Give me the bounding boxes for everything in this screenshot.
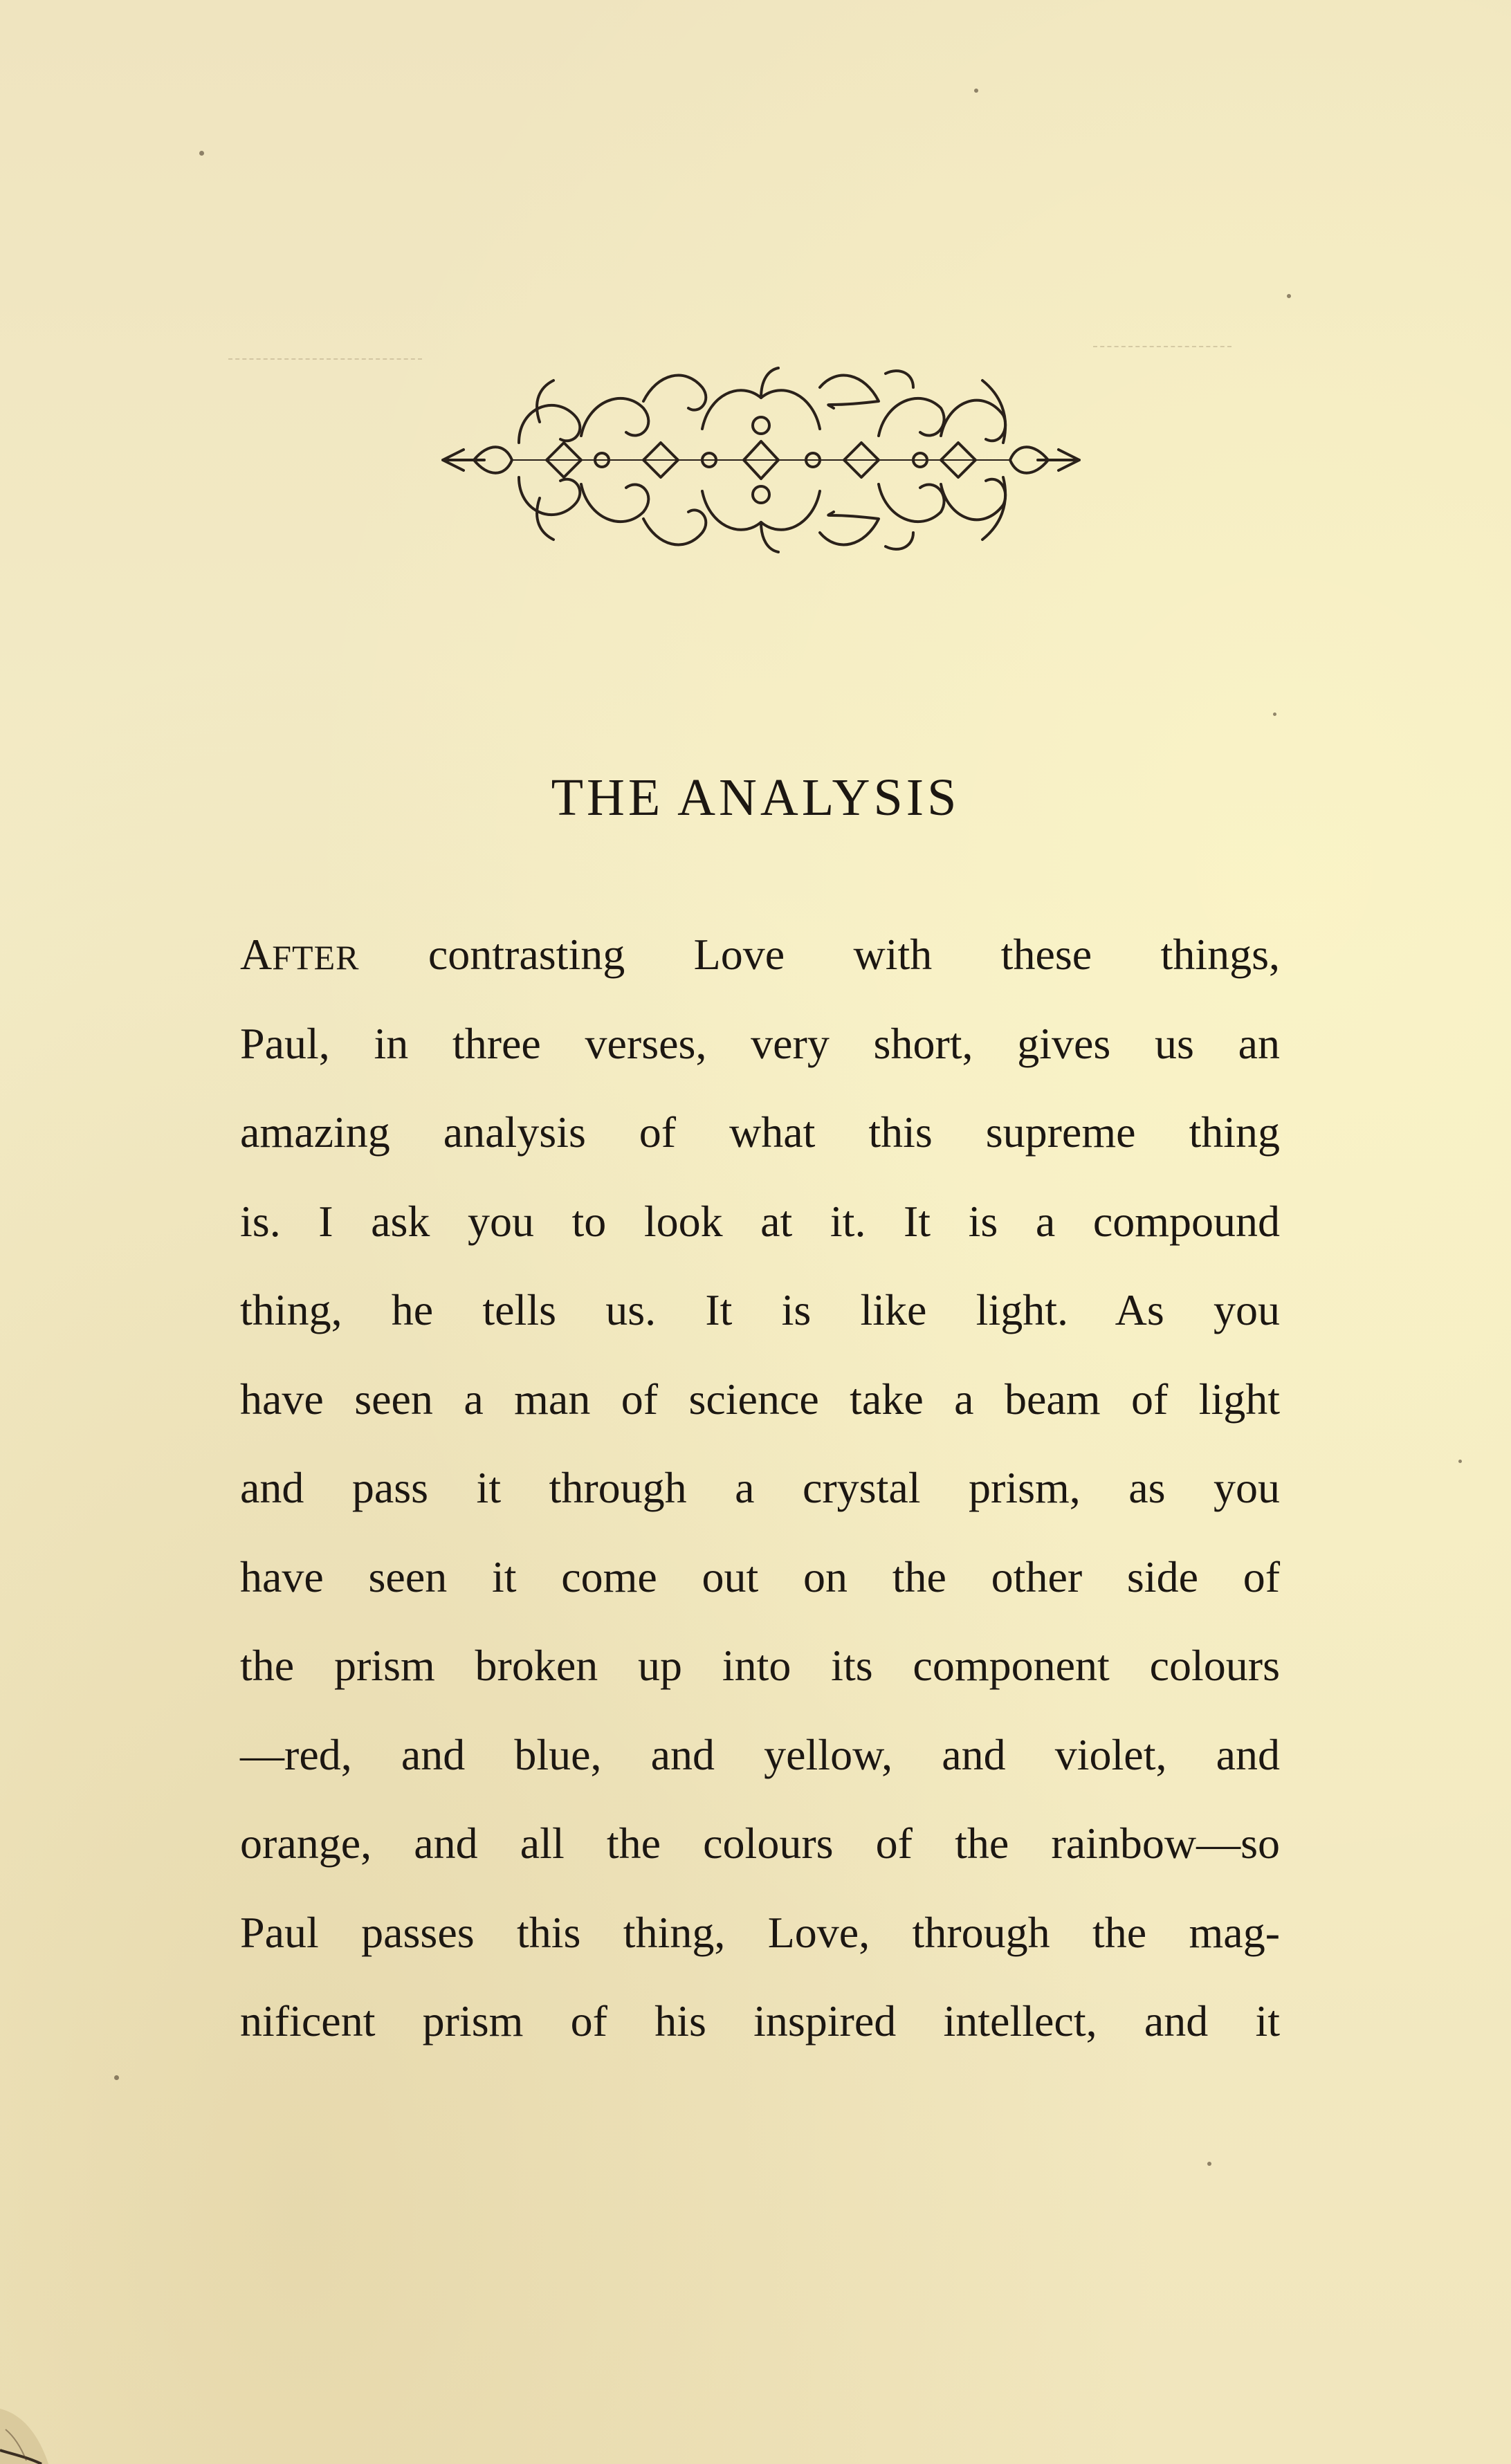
drop-word [240, 930, 359, 979]
line-1-text: contrasting Love with these things, [428, 930, 1281, 979]
text-line: Paul, in three verses, very short, gives us an [240, 1018, 1280, 1068]
faint-rule-left [228, 358, 422, 360]
text-line: nificent prism of his inspired intellect, and it [240, 1996, 1280, 2045]
text-line: amazing analysis of what this supreme thing [240, 1107, 1280, 1157]
body-paragraph [240, 920, 1280, 2076]
paper-speck [1207, 2162, 1211, 2166]
faint-rule-right [1093, 346, 1231, 347]
text-line: and pass it through a crystal prism, as you [240, 1463, 1280, 1512]
drop-word-initial: A [240, 930, 273, 979]
paper-speck [1273, 712, 1276, 716]
text-line: orange, and all the colours of the rainbow—so [240, 1819, 1280, 1868]
floral-scroll-headpiece-icon [436, 360, 1086, 560]
text-line: have seen a man of science take a beam of light [240, 1374, 1280, 1424]
text-line: —red, and blue, and yellow, and violet, and [240, 1729, 1280, 1779]
paper-speck [114, 2075, 119, 2080]
text-line: Paul passes this thing, Love, through the mag- [240, 1907, 1280, 1957]
chapter-title: THE ANALYSIS [551, 769, 960, 827]
paper-speck [1287, 294, 1291, 298]
text-line: is. I ask you to look at it. It is a compound [240, 1196, 1280, 1246]
text-line: have seen it come out on the other side of [240, 1552, 1280, 1601]
paper-speck [1458, 1460, 1462, 1463]
paper-speck [974, 89, 978, 93]
text-line: the prism broken up into its component colours [240, 1641, 1280, 1690]
text-line [240, 920, 1280, 1009]
page-corner-curl [0, 2326, 152, 2464]
text-line: thing, he tells us. It is like light. As you [240, 1285, 1280, 1334]
drop-word-rest: FTER [272, 938, 360, 977]
paper-speck [199, 151, 204, 156]
